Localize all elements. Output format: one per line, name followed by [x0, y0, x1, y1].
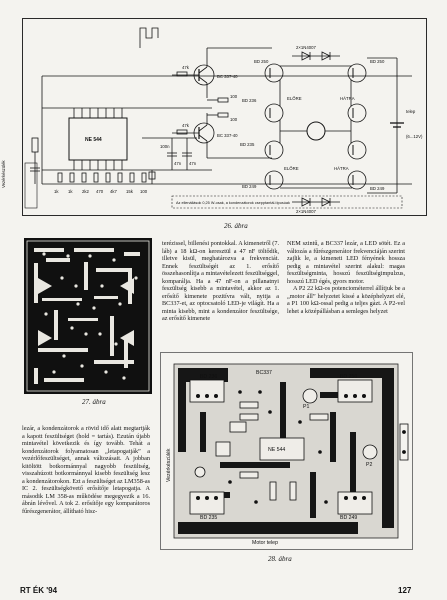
page-number: 127	[398, 586, 412, 595]
c3-label: 47n	[189, 161, 197, 166]
text-column-right	[287, 240, 405, 315]
bd250-top-label: BD 250	[254, 59, 269, 64]
r6-label: 1k	[68, 189, 73, 194]
paragraph: lezár, a kondenzátorok a rövid idő alatt megtartják a kapott feszültséget (hold = tartás). Ezután újabb mintavétel következik és így tovább. Tehát a kondenzátorok folyamatosan „letapogatják” a vezérlőfeszültséget, annak változásait. A jobban kitöltött botkormánnyal nagyobb feszültség, visszahúzott botkormánnyal kisebb feszültség lesz a kondenzátorokon. Ezt a feszültséget az LM358-as IC 2. feszültségkövető erősítője letapogatja. A második LM 358-as működése megegyezik a 16. ábrán lévővel. A tok 2. erősítője egy komparátoros fűrészgenerátor, állítható hisz-	[22, 425, 150, 516]
bd250-right-label: BD 250	[370, 59, 385, 64]
r1-label: 47k	[182, 65, 189, 70]
supply-label: telep	[406, 109, 416, 114]
supply-voltage-label: (6...12V)	[406, 134, 423, 139]
c2-label: 47n	[174, 161, 182, 166]
figure-27-caption: 27. ábra	[82, 398, 106, 406]
r8-label: 470	[96, 189, 104, 194]
figure-26-schematic	[1, 18, 427, 216]
r4-label: 100	[230, 117, 238, 122]
r9-label: 4k7	[110, 189, 117, 194]
bd249-left-label: BD 249	[242, 184, 257, 189]
hatra-bottom-label: HÁTRA	[334, 166, 349, 171]
figure-26-caption: 26. ábra	[224, 222, 248, 230]
bd235-label: BD 235	[240, 142, 255, 147]
bd236-label: BD 236	[242, 98, 257, 103]
hatra-top-label: HÁTRA	[340, 96, 355, 101]
text-column-middle	[162, 240, 279, 323]
bd249-right-label: BD 249	[370, 186, 385, 191]
r2-label: 47k	[182, 123, 189, 128]
q1-label: BC 337-40	[217, 74, 238, 79]
pcb-ic-label: NE 544	[268, 447, 286, 453]
diodes-top-label: 2×1N4007	[296, 45, 316, 50]
r3-label: 100	[230, 94, 238, 99]
schematic-note: Az ellenállások 0,25 W-osak, a kondenzátorok csepptantál-típusúak	[176, 201, 290, 205]
ic-label: NE 544	[85, 137, 102, 143]
r5-label: 1k	[54, 189, 59, 194]
pcb-bd235-label: BD 235	[200, 515, 218, 521]
pcb-p2-label: P2	[366, 462, 373, 468]
paragraph: terézissel, billenési pontokkal. A kimenetről (7. láb) a 18 kΩ-on keresztül a 47 nF töltődik, illetve kisül, meghatározva a frekvenciát. Ennek feszültségét az 1. erősítő összehasonlítja a mintavételezett feszültséggel, komparálja. Ha a 47 nF-on a pillanatnyi feszültség kisebb a mintavétel, akkor az 1. erősítő kimenete pozitívra vált, nyitja a BC337-et, az optocsatoló LED-je világít. Ha a minta kisebb, mint a kondenzátor feszültsége, az erősítő kimenete	[162, 240, 279, 323]
figure-27-pcb-foil	[24, 238, 152, 394]
r10-label: 15k	[126, 189, 133, 194]
q2-label: BC 337-40	[217, 133, 238, 138]
r7-label: 2k2	[82, 189, 89, 194]
figure-28-component-layout	[160, 352, 413, 550]
vez-label: Vezérkészülék	[1, 160, 6, 188]
paragraph: A P2 22 kΩ-os potenciométerrel állítjuk be a „motor áll” helyzetet kissé a középhelyzet elé, a P1 100 kΩ-ossal pedig a teljes gázt. A P2-vel lehet a középállásban a semleges helyzet	[287, 285, 405, 315]
c1-label: 100n	[160, 144, 170, 149]
pcb-p1-label: P1	[303, 404, 310, 410]
diodes-bottom-label: 2×1N4007	[296, 209, 316, 214]
pcb-motor-label: Motor telep	[252, 540, 278, 546]
pcb-bd236-label: BD 236	[200, 374, 218, 380]
pcb-bd250-label: BD 250	[340, 374, 358, 380]
r11-label: 100	[140, 189, 148, 194]
journal-name: RT ÉK '94	[20, 586, 58, 595]
elore-top-label: ELŐRE	[287, 96, 302, 101]
text-column-left	[22, 425, 150, 516]
pcb-vez-label: Vezérkészülék	[166, 448, 172, 482]
pcb-bd249-label: BD 249	[340, 515, 358, 521]
pcb-bc337-label: BC337	[256, 370, 272, 376]
figure-28-caption: 28. ábra	[268, 555, 292, 563]
elore-bottom-label: ELŐRE	[284, 166, 299, 171]
paragraph: NEM szintű, a BC337 lezár, a LED sötét. Ez a változás a fűrészgenerátor frekvenciáján szerint zajlik le, a kimeneti LED fényének hossza pedig a mintavétel szerint alakul: magas feszültségminta, hosszú feszültségimpulzus, hosszú LED égés, gyors motor.	[287, 240, 405, 285]
